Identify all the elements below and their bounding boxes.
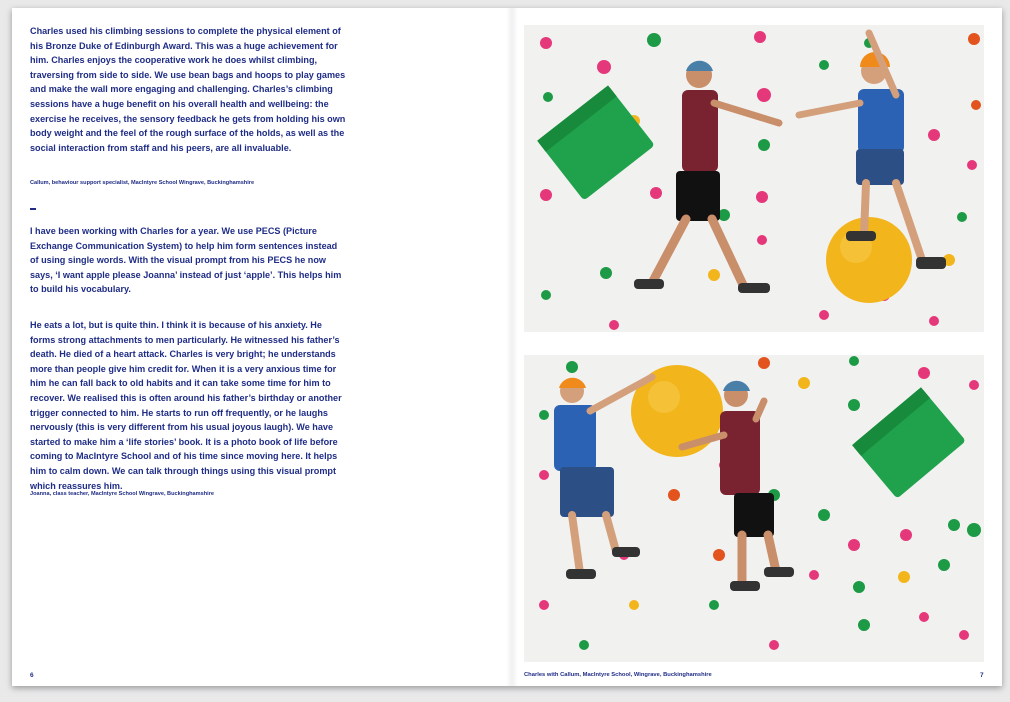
photo-caption: Charles with Callum, MacIntyre School, Wingrave, Buckinghamshire — [524, 672, 712, 678]
section-divider — [30, 208, 36, 210]
magazine-spread — [12, 8, 1002, 686]
page-number-right: 7 — [980, 672, 984, 679]
credit-callum: Callum, behaviour support specialist, MacIntyre School Wingrave, Buckinghamshire — [30, 180, 255, 186]
page-number-left: 6 — [30, 672, 34, 679]
spine-shadow — [506, 8, 518, 686]
photo-climbing-wall-top — [524, 25, 984, 332]
paragraph-climbing: Charles used his climbing sessions to complete the physical element of his Bronze Duke of Edinburgh Award. This was a huge achievement for him. Charles enjoys the cooperative work he does whilst climbing, traversing from side to side. We use bean bags and hoops to play games and make the wall more engaging and challenging. Charles’s climbing sessions have a huge benefit on his overall health and wellbeing: the exercise he receives, the sensory feedback he gets from holding his own body weight and the feel of the rough surface of the holds, as well as the social interaction from staff and his peers, are all invaluable. — [30, 26, 346, 153]
paragraph-anxiety: He eats a lot, but is quite thin. I think it is because of his anxiety. He forms strong attachments to men particularly. He witnessed his father’s death. He died of a heart attack. Charles is very bright; he understands more than people give him credit for. When it is a very anxious time for him he can fall back to old habits and it can take some time for him to recover. We realised this is often around his father’s birthday or another trigger connected to him. He starts to run off frequently, or he laughs nervously (this is very different from his usual joyous laugh). We have started to make him a ‘life stories’ book. It is a photo book of life before coming to MacIntyre School and of his time since moving here. It helps him to calm down. We can talk through things using this visual prompt which reassures him. — [30, 320, 342, 491]
paragraph-pecs: I have been working with Charles for a year. We use PECS (Picture Exchange Communication System) to help him form sentences instead of using single words. With the visual prompt from his PECS he now says, ‘I want apple please Joanna’ instead of just ‘apple’. This helps him to build his vocabulary. — [30, 226, 342, 295]
credit-joanna: Joanna, class teacher, MacIntyre School Wingrave, Buckinghamshire — [30, 491, 214, 497]
photo-climbing-wall-bottom — [524, 355, 984, 662]
